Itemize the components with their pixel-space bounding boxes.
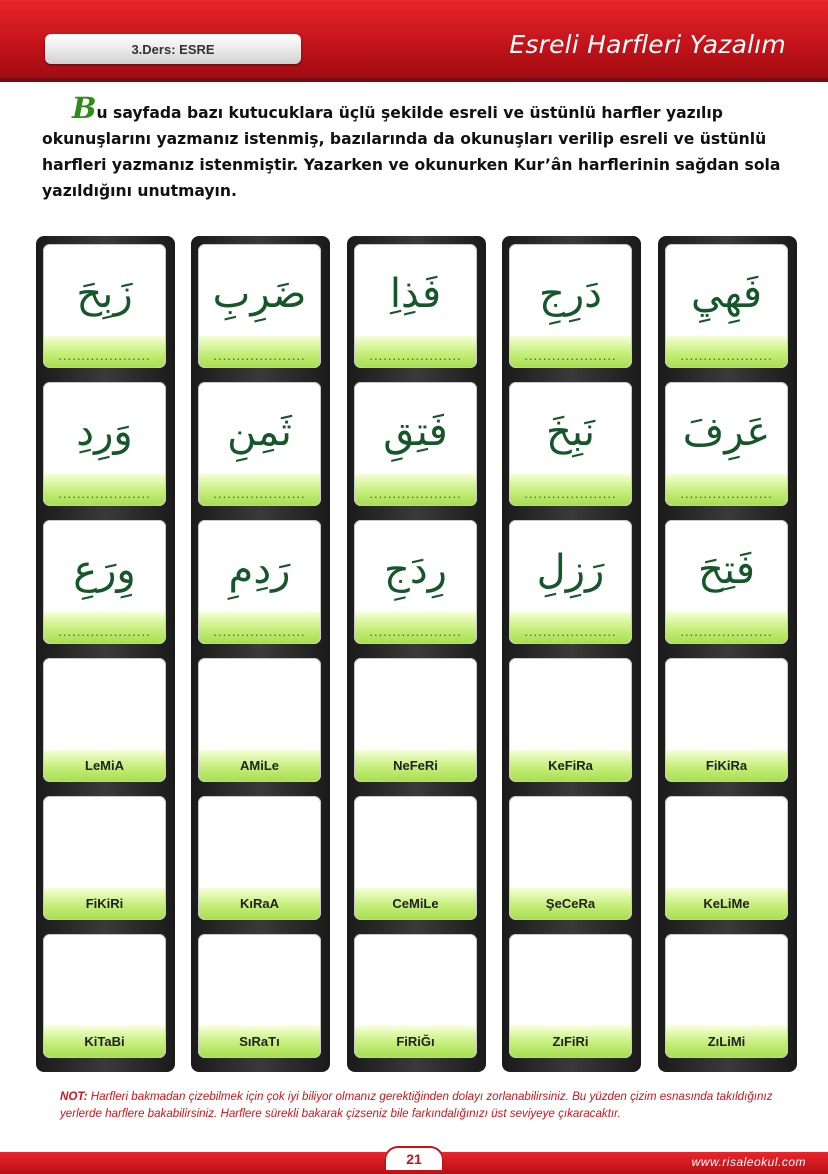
arabic-card: [509, 244, 632, 368]
arabic-word: فَتِقِ: [383, 409, 448, 455]
column-2: [191, 236, 330, 1072]
reading-answer-field[interactable]: ....................: [355, 336, 476, 367]
reading-answer-field[interactable]: ....................: [510, 336, 631, 367]
reading-answer-field[interactable]: ....................: [510, 612, 631, 643]
site-url: www.risaleokul.com: [691, 1155, 806, 1169]
writing-card[interactable]: [198, 934, 321, 1058]
writing-card[interactable]: [198, 796, 321, 920]
writing-card[interactable]: [354, 658, 477, 782]
arabic-word: عَرِفَ: [682, 409, 771, 455]
arabic-card: [354, 382, 477, 506]
reading-label: NeFeRi: [355, 750, 476, 781]
writing-card[interactable]: [354, 796, 477, 920]
writing-card[interactable]: [665, 658, 788, 782]
arabic-word: دَرِجِ: [539, 271, 602, 317]
reading-label: KeFiRa: [510, 750, 631, 781]
writing-card[interactable]: [43, 934, 166, 1058]
arabic-card: [665, 382, 788, 506]
writing-card[interactable]: [198, 658, 321, 782]
reading-answer-field[interactable]: ....................: [666, 612, 787, 643]
reading-label: KeLiMe: [666, 888, 787, 919]
arabic-card: [198, 244, 321, 368]
reading-label: SıRaTı: [199, 1026, 320, 1057]
arabic-card: [509, 520, 632, 644]
arabic-word: وَرِدِ: [76, 409, 133, 455]
arabic-word: رَزِلِ: [536, 547, 605, 593]
reading-answer-field[interactable]: ....................: [44, 474, 165, 505]
arabic-card: [509, 382, 632, 506]
note-label: NOT:: [60, 1090, 88, 1103]
reading-label: FiRiĞı: [355, 1026, 476, 1057]
column-5: [658, 236, 797, 1072]
reading-label: KıRaA: [199, 888, 320, 919]
intro-paragraph: [42, 91, 782, 204]
writing-card[interactable]: [509, 658, 632, 782]
arabic-word: رَدِمِ: [228, 547, 291, 593]
arabic-word: فَهِيِ: [691, 271, 762, 317]
writing-card[interactable]: [354, 934, 477, 1058]
reading-label: ZıLiMi: [666, 1026, 787, 1057]
arabic-card: [43, 244, 166, 368]
reading-label: KiTaBi: [44, 1026, 165, 1057]
reading-label: FiKiRa: [666, 750, 787, 781]
arabic-word: ضَرِبِ: [212, 271, 307, 317]
arabic-card: [354, 244, 477, 368]
note: [60, 1088, 780, 1122]
column-4: [502, 236, 641, 1072]
arabic-word: فَذِاِ: [389, 271, 442, 317]
note-text: Harfleri bakmadan çizebilmek için çok iyi biliyor olmanız gerektiğinden dolayı zorlanabilirsiniz. Bu yüzden çizim esnasında takıldığınız yerlerde harflere bakabilirsiniz. Harflere sürekli bakarak çizseniz bile farkındalığınızı üst seviyeye çıkaracaktır.: [60, 1090, 773, 1120]
column-3: [347, 236, 486, 1072]
arabic-card: [665, 244, 788, 368]
arabic-card: [43, 520, 166, 644]
writing-card[interactable]: [43, 658, 166, 782]
writing-card[interactable]: [665, 796, 788, 920]
arabic-word: زَبِحَ: [76, 271, 133, 317]
reading-answer-field[interactable]: ....................: [199, 612, 320, 643]
reading-answer-field[interactable]: ....................: [510, 474, 631, 505]
reading-label: LeMiA: [44, 750, 165, 781]
intro-dropcap: B: [72, 91, 97, 125]
arabic-word: فَتِحَ: [698, 547, 756, 593]
intro-text: u sayfada bazı kutucuklara üçlü şekilde esreli ve üstünlü harfler yazılıp okunuşlarını yazmanız istenmiş, bazılarında da okunuşları verilip esreli ve üstünlü harfleri yazmanız istenmiştir. Yazarken ve okunurken Kur’ân harflerinin sağdan sola yazıldığını unutmayın.: [42, 104, 781, 200]
writing-card[interactable]: [509, 934, 632, 1058]
arabic-word: رِدَجِ: [384, 547, 447, 593]
reading-label: ZıFiRi: [510, 1026, 631, 1057]
reading-label: AMiLe: [199, 750, 320, 781]
writing-card[interactable]: [665, 934, 788, 1058]
exercise-grid: [36, 236, 796, 1072]
arabic-word: ثَمِنِ: [227, 409, 292, 455]
arabic-card: [198, 382, 321, 506]
writing-card[interactable]: [43, 796, 166, 920]
reading-answer-field[interactable]: ....................: [355, 612, 476, 643]
reading-answer-field[interactable]: ....................: [666, 474, 787, 505]
reading-answer-field[interactable]: ....................: [199, 336, 320, 367]
page-title: Esreli Harfleri Yazalım: [509, 30, 786, 59]
lesson-label: 3.Ders: ESRE: [45, 34, 301, 64]
reading-answer-field[interactable]: ....................: [355, 474, 476, 505]
arabic-card: [43, 382, 166, 506]
reading-answer-field[interactable]: ....................: [44, 336, 165, 367]
column-1: [36, 236, 175, 1072]
arabic-card: [198, 520, 321, 644]
arabic-card: [354, 520, 477, 644]
reading-label: FiKiRi: [44, 888, 165, 919]
arabic-word: نَبِخَ: [545, 409, 596, 455]
reading-answer-field[interactable]: ....................: [199, 474, 320, 505]
reading-answer-field[interactable]: ....................: [666, 336, 787, 367]
arabic-card: [665, 520, 788, 644]
page-number: 21: [384, 1146, 444, 1172]
arabic-word: وِرَعِ: [73, 547, 136, 593]
reading-answer-field[interactable]: ....................: [44, 612, 165, 643]
reading-label: ŞeCeRa: [510, 888, 631, 919]
reading-label: CeMiLe: [355, 888, 476, 919]
writing-card[interactable]: [509, 796, 632, 920]
